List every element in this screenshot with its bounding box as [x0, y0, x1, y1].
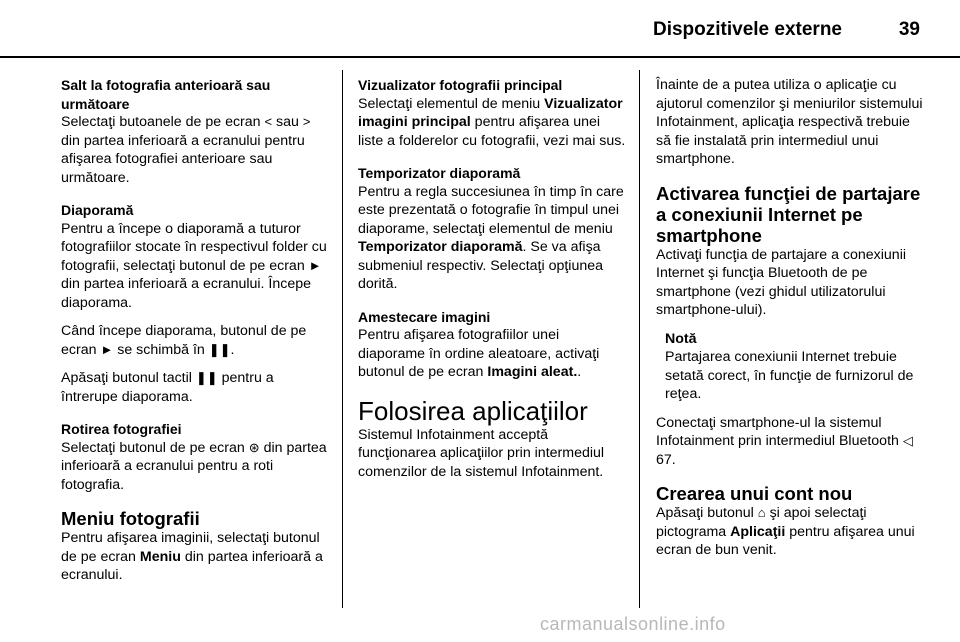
text: Selectaţi butonul de pe ecran	[61, 439, 249, 456]
section-main-viewer	[358, 76, 628, 150]
section-hotspot	[656, 183, 926, 320]
pause-icon: ❚❚	[195, 370, 218, 385]
paragraph	[656, 414, 926, 470]
section-rotate	[61, 420, 329, 494]
paragraph	[61, 369, 329, 406]
text: Conectaţi smartphone-ul la sistemul Infotainment prin intermediul Bluetooth	[656, 414, 903, 449]
section-heading: Meniu fotografii	[61, 508, 200, 529]
play-icon: ►	[100, 341, 114, 357]
column-3	[656, 76, 926, 574]
chapter-heading: Folosirea aplicaţiilor	[358, 395, 588, 426]
text: Pentru afişarea fotografiilor unei diaporame în ordine aleatoare, activaţi butonul de pe ecran	[358, 327, 600, 380]
text: Selectaţi elementul de meniu	[358, 95, 545, 112]
text: Pentru a începe o diaporamă a tuturor fotografiilor stocate în respectivul folder cu fotografii, selectaţi butonul de pe ecran	[61, 220, 327, 274]
text: Apăsaţi butonul	[656, 505, 758, 521]
text: Pentru a regla succesiunea în timp în care este prezentată o fotografie în timpul unei diaporame, selectaţi elementul de meniu	[358, 183, 624, 237]
section-heading: Crearea unui cont nou	[656, 483, 853, 504]
section-title: Diaporamă	[61, 202, 134, 218]
pause-icon: ❚❚	[208, 341, 231, 357]
text: din partea inferioară a ecranului pentru a roti fotografia.	[61, 439, 327, 493]
paragraph	[61, 439, 329, 495]
section-title: Amestecare imagini	[358, 308, 491, 325]
text: . Se va afişa submeniul respectiv. Selectaţi opţiunea dorită.	[358, 239, 604, 292]
paragraph	[656, 504, 926, 560]
intro-paragraph-block	[656, 76, 926, 169]
menu-term: Imagini aleat.	[487, 364, 578, 380]
note-title: Notă	[665, 330, 697, 347]
text: Selectaţi butoanele de pe ecran	[61, 114, 265, 130]
menu-term: Meniu	[139, 548, 181, 565]
page-number: 39	[898, 19, 920, 40]
menu-term: Temporizator diaporamă	[358, 239, 523, 255]
text: pentru afişarea unui ecran de bun venit.	[656, 523, 915, 558]
paragraph	[61, 220, 329, 313]
section-title: Temporizator diaporamă	[358, 165, 521, 181]
text: din partea inferioară a ecranului.	[61, 548, 323, 583]
section-prev-next	[61, 76, 329, 187]
text: se schimbă în	[113, 341, 209, 358]
text: .	[230, 341, 235, 358]
page-header	[0, 0, 960, 56]
paragraph	[61, 322, 329, 359]
section-apps	[358, 396, 628, 482]
page-reference-link[interactable]: 67	[656, 451, 672, 468]
text: pentru a întrerupe diaporama.	[61, 370, 274, 405]
column-2	[358, 76, 628, 495]
section-title: Vizualizator fotografii principal	[358, 77, 563, 93]
section-photo-menu	[61, 508, 329, 585]
paragraph: Activaţi funcţia de partajare a conexiunii Internet şi funcţia Bluetooth de pe smartphone (vezi ghidul utilizatorului smartphone-ului).	[656, 246, 906, 318]
connect-paragraph-block	[656, 414, 926, 470]
section-new-account	[656, 483, 926, 560]
text: .	[577, 364, 582, 380]
prev-icon: <	[264, 114, 273, 129]
header-title: Dispozitivele externe	[652, 19, 842, 40]
paragraph: Înainte de a putea utiliza o aplicaţie cu ajutorul comenzilor şi meniurilor sistemului Infotainment, aplicaţia respectivă trebuie să fie instalată prin intermediul unui smartphone.	[656, 77, 923, 167]
section-title: Rotirea fotografiei	[61, 421, 182, 437]
menu-term: Aplicaţii	[730, 523, 786, 540]
next-icon: >	[302, 114, 311, 129]
paragraph	[358, 183, 628, 294]
play-icon: ►	[308, 257, 322, 273]
paragraph	[358, 95, 628, 151]
section-title: Salt la fotografia anterioară sau următoare	[61, 77, 271, 112]
column-divider	[639, 70, 640, 608]
header-rule	[0, 56, 960, 58]
section-slideshow-timer	[358, 164, 628, 294]
note-text: Partajarea conexiunii Internet trebuie setată corect, în funcţie de furnizorul de reţea.	[665, 349, 914, 402]
menu-term: Vizualizator imagini principal	[358, 95, 623, 130]
column-1	[61, 76, 329, 599]
text: Pentru afişarea imaginii, selectaţi butonul de pe ecran	[61, 530, 320, 565]
text: şi apoi selectaţi pictograma	[656, 505, 867, 540]
text: Când începe diaporama, butonul de pe ecran	[61, 323, 307, 358]
paragraph	[358, 326, 628, 382]
text: sau	[272, 114, 303, 130]
note-box	[656, 330, 926, 404]
text: din partea inferioară a ecranului pentru afişarea fotografiei anterioare sau următoare.	[61, 132, 305, 186]
text: Apăsaţi butonul tactil	[61, 370, 196, 386]
reference-arrow-icon: ◁	[902, 433, 913, 448]
text: din partea inferioară a ecranului. Începe diaporama.	[61, 276, 312, 311]
text: pentru afişarea unei liste a folderelor cu fotografii, vezi mai sus.	[358, 114, 626, 149]
paragraph	[61, 529, 329, 585]
watermark: carmanualsonline.info	[540, 614, 726, 634]
paragraph: Sistemul Infotainment acceptă funcţionarea aplicaţiilor prin intermediul comenzilor de la sistemul Infotainment.	[358, 426, 605, 480]
home-icon: ⌂	[757, 505, 766, 520]
rotate-icon: ⊛	[248, 439, 260, 455]
section-shuffle	[358, 308, 628, 382]
column-divider	[342, 70, 343, 608]
text: .	[671, 451, 676, 468]
section-slideshow	[61, 201, 329, 406]
paragraph	[61, 113, 329, 187]
section-heading: Activarea funcţiei de partajare a conexiunii Internet pe smartphone	[656, 182, 921, 246]
